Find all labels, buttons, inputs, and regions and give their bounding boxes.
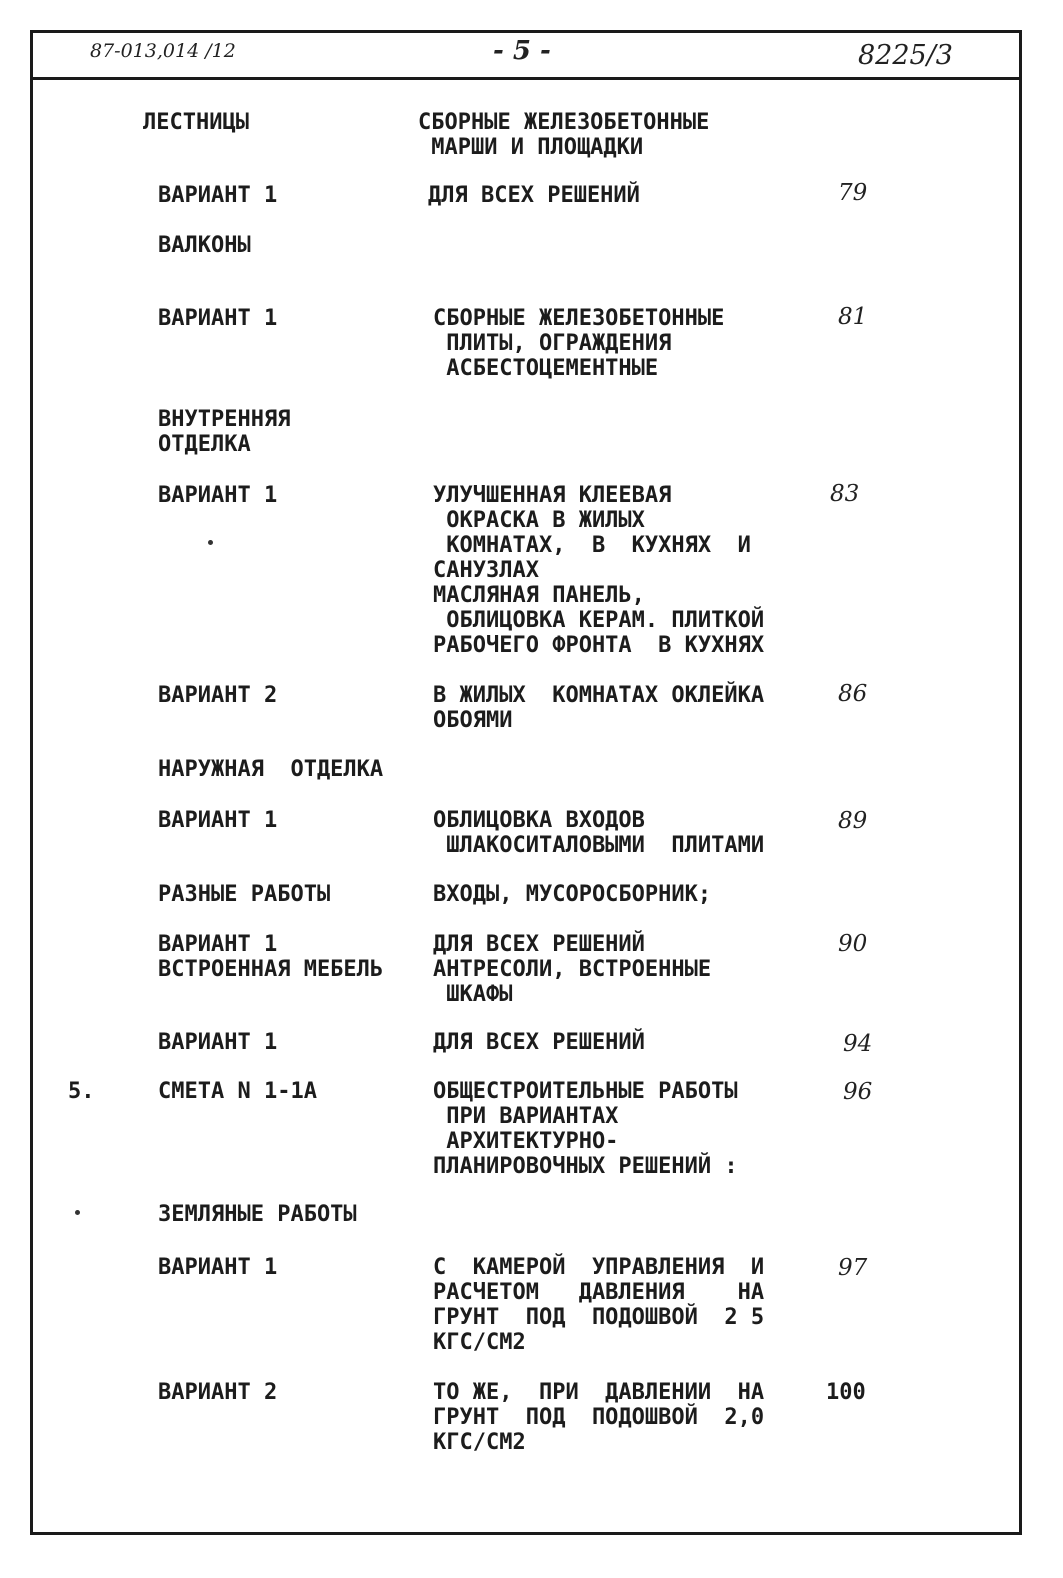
section-title: ВСТРОЕННАЯ МЕБЕЛЬ [158,957,384,982]
variant-label: ВАРИАНТ 2 [158,683,278,708]
variant-label: ВАРИАНТ 2 [158,1380,278,1405]
entry-desc-line: ПРИ ВАРИАНТАХ [433,1104,619,1129]
entry-desc-line: РАБОЧЕГО ФРОНТА В КУХНЯХ [433,633,765,658]
entry-desc-line: ОБОЯМИ [433,708,513,733]
entry-page: 81 [838,304,868,330]
entry-desc-line: МАСЛЯНАЯ ПАНЕЛЬ, [433,583,645,608]
entry-desc-line: ГРУНТ ПОД ПОДОШВОЙ 2 5 [433,1305,765,1330]
entry-desc-line: ПЛИТЫ, ОГРАЖДЕНИЯ [433,331,672,356]
entry-page: 89 [838,808,868,834]
entry-desc-line: ДЛЯ ВСЕХ РЕШЕНИЙ [433,1030,645,1055]
entry-desc-line: АСБЕСТОЦЕМЕНТНЫЕ [433,356,659,381]
variant-label: ВАРИАНТ 1 [158,1030,278,1055]
entry-desc-line: ОБЩЕСТРОИТЕЛЬНЫЕ РАБОТЫ [433,1079,738,1104]
entry-page: 96 [843,1079,873,1105]
entry-desc-line: АРХИТЕКТУРНО- [433,1129,619,1154]
entry-desc-line: ГРУНТ ПОД ПОДОШВОЙ 2,0 [433,1405,765,1430]
entry-desc-line: ДЛЯ ВСЕХ РЕШЕНИЙ [433,932,645,957]
entry-desc-line: КОМНАТАХ, В КУХНЯХ И [433,533,751,558]
stray-mark [208,540,213,545]
entry-page: 79 [838,180,868,206]
entry-desc-line: ОБЛИЦОВКА КЕРАМ. ПЛИТКОЙ [433,608,765,633]
section-title: ЛЕСТНИЦЫ [143,110,249,135]
entry-desc-line: КГС/СМ2 [433,1430,526,1455]
section-title: ЗЕМЛЯНЫЕ РАБОТЫ [158,1202,357,1227]
entry-page: 90 [838,931,868,957]
header-divider [30,77,1022,80]
stray-mark [75,1210,80,1215]
entry-desc-line: ОКРАСКА В ЖИЛЫХ [433,508,645,533]
entry-desc-line: С КАМЕРОЙ УПРАВЛЕНИЯ И [433,1255,765,1280]
entry-desc-line: МАРШИ И ПЛОЩАДКИ [418,135,644,160]
entry-desc-line: ШЛАКОСИТАЛОВЫМИ ПЛИТАМИ [433,833,765,858]
entry-desc-line: В ЖИЛЫХ КОМНАТАХ ОКЛЕЙКА [433,683,765,708]
section-title: НАРУЖНАЯ ОТДЕЛКА [158,757,384,782]
section-title: ВАЛКОНЫ [158,233,251,258]
variant-label: ВАРИАНТ 1 [158,306,278,331]
section-title: ОТДЕЛКА [158,432,251,457]
entry-desc-line: ОБЛИЦОВКА ВХОДОВ [433,808,645,833]
entry-desc-line: КГС/СМ2 [433,1330,526,1355]
section-title: ВНУТРЕННЯЯ [158,407,291,432]
entry-desc-line: ТО ЖЕ, ПРИ ДАВЛЕНИИ НА [433,1380,765,1405]
variant-label: ВАРИАНТ 1 [158,483,278,508]
variant-label: ВАРИАНТ 1 [158,183,278,208]
entry-desc-line: АНТРЕСОЛИ, ВСТРОЕННЫЕ [433,957,712,982]
entry-desc-line: СБОРНЫЕ ЖЕЛЕЗОБЕТОННЫЕ [418,110,710,135]
entry-desc-line: УЛУЧШЕННАЯ КЛЕЕВАЯ [433,483,672,508]
document-code: 87-013,014 /12 [90,40,236,62]
entry-desc-line: РАСЧЕТОМ ДАВЛЕНИЯ НА [433,1280,765,1305]
section-number: 5. [68,1079,95,1104]
estimate-title: СМЕТА N 1-1А [158,1079,317,1104]
entry-page: 97 [838,1255,868,1281]
entry-desc-line: СБОРНЫЕ ЖЕЛЕЗОБЕТОННЫЕ [433,306,725,331]
section-title: РАЗНЫЕ РАБОТЫ [158,882,331,907]
entry-desc-line: ВХОДЫ, МУСОРОСБОРНИК; [433,882,712,907]
entry-page: 86 [838,681,868,707]
sheet-number: 8225/3 [858,40,953,71]
entry-desc-line: ДЛЯ ВСЕХ РЕШЕНИЙ [428,183,640,208]
entry-page: 83 [830,481,860,507]
variant-label: ВАРИАНТ 1 [158,1255,278,1280]
entry-page: 94 [843,1031,873,1057]
variant-label: ВАРИАНТ 1 [158,808,278,833]
entry-desc-line: ПЛАНИРОВОЧНЫХ РЕШЕНИЙ : [433,1154,738,1179]
entry-desc-line: САНУЗЛАХ [433,558,539,583]
entry-page: 100 [826,1380,866,1405]
entry-desc-line: ШКАФЫ [433,982,513,1007]
page-number: - 5 - [493,36,551,66]
variant-label: ВАРИАНТ 1 [158,932,278,957]
